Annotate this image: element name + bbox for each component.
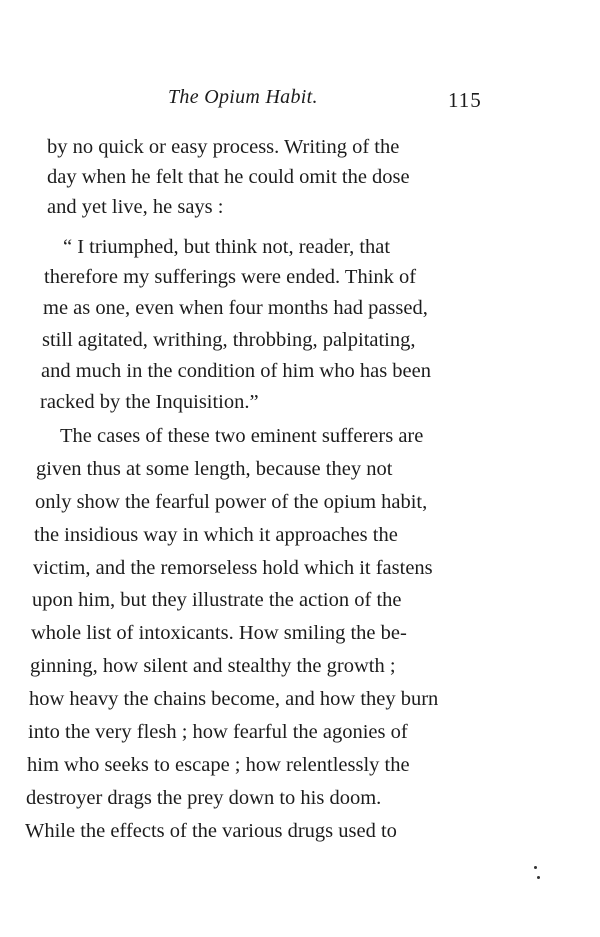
text-line: still agitated, writhing, throbbing, palpitating, (42, 329, 416, 351)
text-line: therefore my sufferings were ended. Think of (44, 266, 417, 288)
page-number: 115 (448, 88, 482, 112)
text-line: by no quick or easy process. Writing of the (47, 136, 400, 158)
text-line: whole list of intoxicants. How smiling the be- (31, 622, 407, 644)
running-title: The Opium Habit. (168, 86, 318, 108)
text-line: how heavy the chains become, and how they burn (29, 688, 439, 710)
text-line: and much in the condition of him who has been (41, 360, 431, 382)
text-line: ginning, how silent and stealthy the growth ; (30, 655, 396, 677)
print-speck (534, 866, 537, 869)
print-speck (537, 876, 540, 879)
text-line: him who seeks to escape ; how relentlessly the (27, 754, 410, 776)
text-line: “ I triumphed, but think not, reader, that (63, 236, 391, 258)
text-line: upon him, but they illustrate the action of the (32, 589, 402, 611)
text-line: me as one, even when four months had passed, (43, 297, 428, 319)
text-line: While the effects of the various drugs used to (25, 820, 397, 842)
text-line: only show the fearful power of the opium habit, (35, 491, 428, 513)
text-line: racked by the Inquisition.” (40, 391, 259, 413)
text-line: and yet live, he says : (47, 196, 224, 218)
text-line: destroyer drags the prey down to his doom. (26, 787, 382, 809)
text-line: into the very flesh ; how fearful the agonies of (28, 721, 408, 743)
text-line: The cases of these two eminent sufferers are (60, 425, 424, 447)
text-line: the insidious way in which it approaches the (34, 524, 398, 546)
text-line: day when he felt that he could omit the dose (47, 166, 410, 188)
text-line: victim, and the remorseless hold which it fastens (33, 557, 433, 579)
text-line: given thus at some length, because they not (36, 458, 393, 480)
